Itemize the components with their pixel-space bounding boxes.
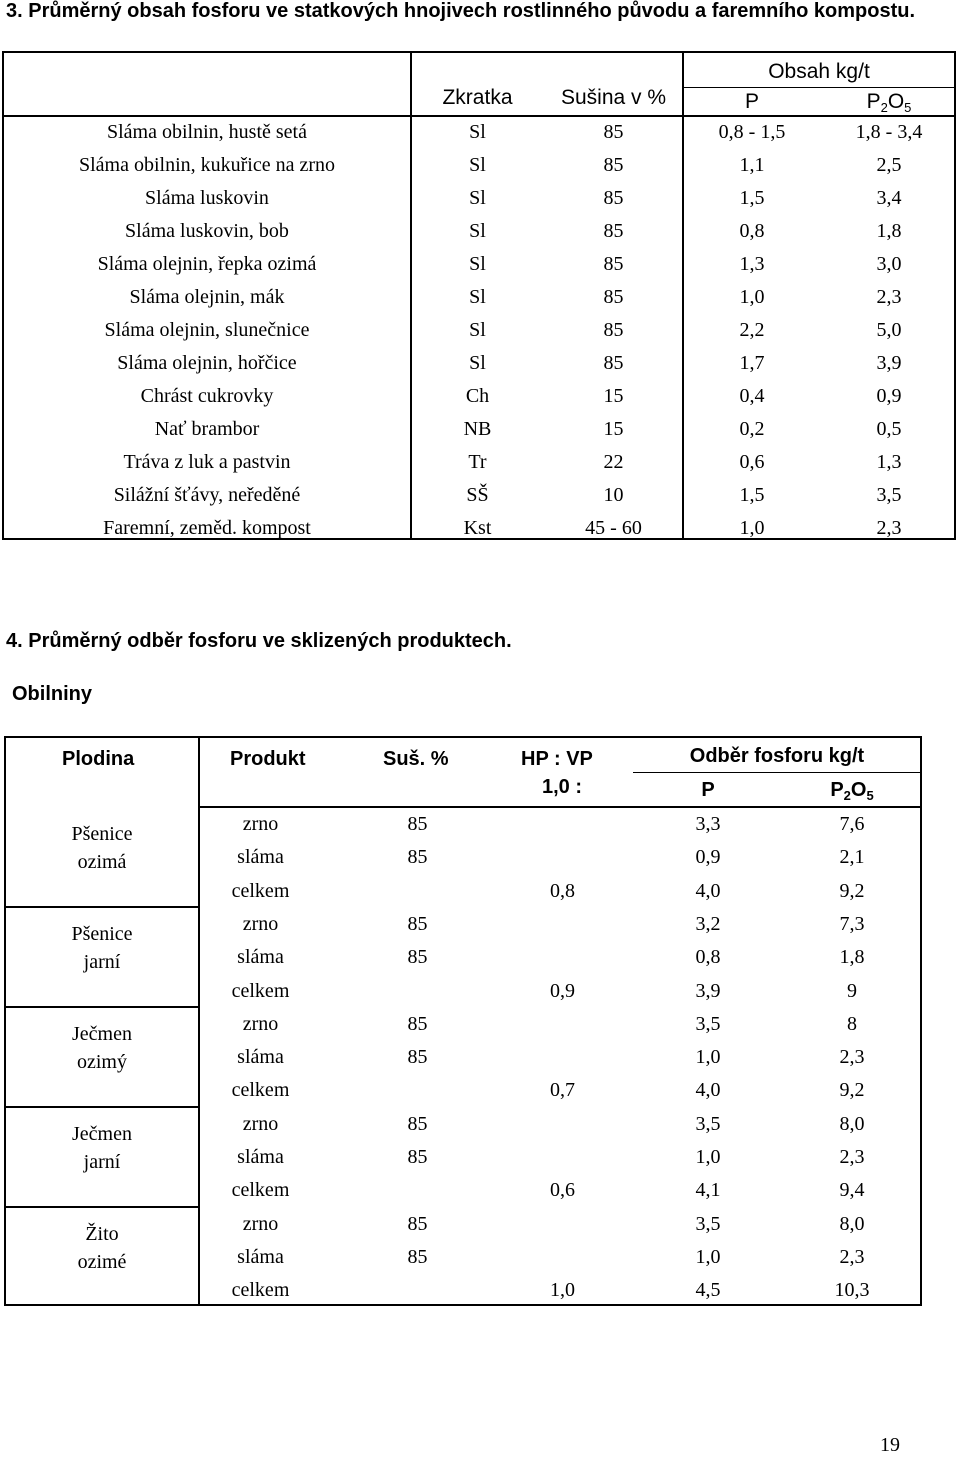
cell-abbr: Sl <box>469 121 486 143</box>
table2-header-product: Produkt <box>230 748 306 770</box>
cell-dry-matter: 15 <box>603 385 624 407</box>
cell-p: 3,5 <box>695 1212 721 1235</box>
cell-p: 0,2 <box>739 418 765 440</box>
cell-p2o5: 7,6 <box>839 813 865 835</box>
cell-abbr: Sl <box>469 352 486 374</box>
cell-abbr: Sl <box>469 253 486 275</box>
crop-name-line2: ozimá <box>77 851 127 873</box>
cell-p2o5: 5,0 <box>876 319 902 341</box>
cell-abbr: Sl <box>469 187 486 209</box>
crop-name-line1: Ječmen <box>72 1122 132 1145</box>
table-row <box>4 479 954 512</box>
cell-material: Silážní šťávy, neředěné <box>113 484 301 506</box>
table-row <box>4 281 954 314</box>
cell-p2o5: 1,3 <box>876 451 902 473</box>
cell-dry-matter: 85 <box>407 912 428 935</box>
cell-dry-matter: 45 - 60 <box>585 517 642 539</box>
cell-material: Nať brambor <box>154 418 260 440</box>
cell-p2o5: 2,3 <box>876 286 902 308</box>
cell-p2o5: 10,3 <box>834 1279 870 1302</box>
cell-p2o5: 1,8 - 3,4 <box>855 121 923 143</box>
crop-name-line1: Žito <box>85 1222 119 1245</box>
cell-product: sláma <box>237 1146 284 1168</box>
cell-p: 1,0 <box>695 1046 721 1069</box>
section-4-subtitle: Obilniny <box>12 683 92 705</box>
section-4-title: 4. Průměrný odběr fosforu ve sklizených produktech. <box>6 630 512 652</box>
cell-p2o5: 9,2 <box>839 879 865 902</box>
cell-p2o5: 2,5 <box>876 154 902 176</box>
cell-ratio <box>495 908 630 941</box>
cell-dry-matter: 85 <box>407 1012 428 1035</box>
cell-p2o5: 9,4 <box>839 1179 865 1202</box>
cell-material: Faremní, zeměd. kompost <box>103 517 311 539</box>
crop-name <box>6 820 198 876</box>
cell-p2o5: 1,8 <box>876 220 902 242</box>
cell-dry-matter: 85 <box>603 187 624 209</box>
cell-ratio: 0,9 <box>550 979 575 1002</box>
crop-name-line2: ozimé <box>77 1250 127 1273</box>
table2-header-uptake: Odběr fosforu kg/t <box>689 745 865 767</box>
section-3-title: 3. Průměrný obsah fosforu ve statkových hnojivech rostlinného původu a faremního kompostu. <box>6 0 916 22</box>
page-number: 19 <box>880 1434 900 1456</box>
cell-abbr: SŠ <box>466 484 489 506</box>
cell-p: 1,7 <box>739 352 765 374</box>
cell-p: 0,8 <box>695 946 721 969</box>
cell-abbr: Ch <box>465 385 490 407</box>
cell-p: 4,5 <box>695 1279 721 1302</box>
table2-header-ratio-line1: HP : VP <box>521 748 593 770</box>
cell-p2o5: 2,1 <box>839 846 865 869</box>
cell-p2o5: 1,8 <box>839 946 865 969</box>
cell-p: 1,0 <box>695 1245 721 1268</box>
cell-ratio <box>495 1041 630 1074</box>
cell-dry-matter: 85 <box>603 253 624 275</box>
cell-p: 1,3 <box>739 253 765 275</box>
crop-name-line2: jarní <box>83 1150 121 1173</box>
cell-dry-matter: 85 <box>603 154 624 176</box>
table-row <box>4 149 954 182</box>
table2-header-dry: Suš. % <box>383 748 449 770</box>
cell-p: 3,9 <box>695 979 721 1002</box>
crop-name <box>6 1120 198 1176</box>
cell-material: Sláma luskovin, bob <box>125 220 289 242</box>
cell-p: 4,0 <box>695 1079 721 1102</box>
cell-dry-matter: 85 <box>603 319 624 341</box>
table2-header-crop: Plodina <box>62 748 135 770</box>
cell-p: 0,8 - 1,5 <box>718 121 786 143</box>
cell-p: 3,2 <box>695 912 721 935</box>
table-row <box>4 182 954 215</box>
cell-abbr: Sl <box>469 154 486 176</box>
cell-p2o5: 2,3 <box>876 517 902 539</box>
crop-name-line1: Pšenice <box>71 823 133 845</box>
cell-p: 4,1 <box>695 1179 721 1202</box>
cell-dry-matter: 85 <box>603 220 624 242</box>
cell-p: 0,9 <box>695 846 721 869</box>
cell-ratio <box>495 1241 630 1274</box>
cell-dry-matter <box>360 1274 475 1307</box>
cell-p2o5: 2,3 <box>839 1046 865 1069</box>
cell-ratio: 1,0 <box>550 1279 575 1302</box>
cell-dry-matter: 85 <box>407 1046 428 1069</box>
cell-ratio: 0,8 <box>550 879 575 902</box>
cell-product: celkem <box>231 1279 290 1302</box>
table1-header-dry: Sušina v % <box>560 86 667 109</box>
cell-p2o5: 2,3 <box>839 1245 865 1268</box>
cell-product: sláma <box>237 1245 284 1268</box>
cell-abbr: Sl <box>469 220 486 242</box>
cell-dry-matter: 10 <box>603 484 624 506</box>
cell-p2o5: 3,5 <box>876 484 902 506</box>
crop-name <box>6 1220 198 1276</box>
cell-abbr: Sl <box>469 319 486 341</box>
cell-material: Sláma olejnin, řepka ozimá <box>97 253 317 275</box>
crop-name-line1: Ječmen <box>72 1022 132 1045</box>
cell-dry-matter: 85 <box>407 1146 428 1168</box>
cell-p2o5: 8,0 <box>839 1212 865 1235</box>
cell-ratio: 0,6 <box>550 1179 575 1202</box>
cell-product: zrno <box>242 1212 279 1235</box>
cell-material: Tráva z luk a pastvin <box>123 451 291 473</box>
cell-p: 0,8 <box>739 220 765 242</box>
table-row <box>4 380 954 413</box>
cell-product: celkem <box>231 1079 290 1102</box>
cell-p2o5: 0,5 <box>876 418 902 440</box>
cell-p: 2,2 <box>739 319 765 341</box>
cell-dry-matter: 85 <box>407 846 428 869</box>
cell-dry-matter: 85 <box>603 121 624 143</box>
cell-material: Sláma olejnin, hořčice <box>117 352 297 374</box>
table-row <box>4 215 954 248</box>
cell-ratio <box>495 1108 630 1141</box>
table2-header-p2o5: $P_2O_5$ <box>830 779 874 803</box>
table1-header-rule <box>682 87 956 88</box>
group-divider <box>4 1006 198 1008</box>
cell-p: 3,3 <box>695 813 721 835</box>
cell-dry-matter: 85 <box>603 352 624 374</box>
cell-p2o5: 3,9 <box>876 352 902 374</box>
table1-header-p2o5: $P_2O_5$ <box>866 90 912 115</box>
table1-header-p: P <box>744 90 759 113</box>
table-row <box>4 248 954 281</box>
cell-ratio <box>495 808 630 841</box>
crop-name-line2: jarní <box>83 950 121 973</box>
cell-dry-matter: 85 <box>407 1245 428 1268</box>
group-divider <box>4 1106 198 1108</box>
cell-dry-matter: 15 <box>603 418 624 440</box>
cell-p: 3,5 <box>695 1012 721 1035</box>
cell-dry-matter: 85 <box>407 946 428 969</box>
cell-p: 1,0 <box>739 286 765 308</box>
cell-ratio: 0,7 <box>550 1079 575 1102</box>
cell-material: Sláma olejnin, mák <box>129 286 285 308</box>
table1-header-content: Obsah kg/t <box>768 60 870 83</box>
cell-product: sláma <box>237 946 284 969</box>
cell-material: Sláma luskovin <box>145 187 269 209</box>
cell-p: 1,0 <box>695 1146 721 1168</box>
cell-product: zrno <box>242 1112 279 1135</box>
cell-p: 1,0 <box>739 517 765 539</box>
table-row <box>4 446 954 479</box>
cell-abbr: Tr <box>468 451 487 473</box>
cell-product: zrno <box>242 1012 279 1035</box>
crop-name <box>6 1020 198 1076</box>
cell-p: 1,1 <box>739 154 765 176</box>
cell-dry-matter: 85 <box>407 1212 428 1235</box>
crop-name-line1: Pšenice <box>71 922 133 945</box>
crop-name-line2: ozimý <box>77 1050 127 1073</box>
cell-p: 1,5 <box>739 187 765 209</box>
table2-header-ratio-line2: 1,0 : <box>542 776 583 798</box>
crop-name <box>6 920 198 976</box>
cell-p: 1,5 <box>739 484 765 506</box>
cell-p2o5: 7,3 <box>839 912 865 935</box>
cell-ratio <box>495 841 630 874</box>
cell-product: celkem <box>231 1179 290 1202</box>
cell-p2o5: 8 <box>847 1012 857 1035</box>
group-divider <box>4 1206 198 1208</box>
table-row <box>4 314 954 347</box>
cell-ratio <box>495 1208 630 1241</box>
cell-dry-matter <box>360 1174 475 1207</box>
cell-product: sláma <box>237 1046 284 1069</box>
cell-product: sláma <box>237 846 284 869</box>
table1-header-abbr: Zkratka <box>442 86 513 109</box>
cell-p2o5: 3,0 <box>876 253 902 275</box>
cell-abbr: NB <box>463 418 492 440</box>
cell-product: celkem <box>231 979 290 1002</box>
group-divider <box>4 906 198 908</box>
cell-p2o5: 9 <box>847 979 857 1002</box>
cell-p2o5: 0,9 <box>876 385 902 407</box>
cell-p: 4,0 <box>695 879 721 902</box>
cell-material: Sláma obilnin, kukuřice na zrno <box>78 154 336 176</box>
table-row <box>4 413 954 446</box>
cell-material: Sláma olejnin, slunečnice <box>104 319 310 341</box>
cell-p: 0,6 <box>739 451 765 473</box>
cell-p2o5: 3,4 <box>876 187 902 209</box>
cell-dry-matter: 85 <box>603 286 624 308</box>
cell-ratio <box>495 1141 630 1174</box>
cell-dry-matter <box>360 1074 475 1107</box>
cell-p2o5: 8,0 <box>839 1112 865 1135</box>
cell-product: zrno <box>242 912 279 935</box>
cell-material: Sláma obilnin, hustě setá <box>107 121 307 143</box>
cell-p: 0,4 <box>739 385 765 407</box>
table-row <box>4 347 954 380</box>
cell-ratio <box>495 941 630 974</box>
table-row <box>4 512 954 545</box>
table2-header-rule <box>633 772 921 773</box>
cell-p2o5: 2,3 <box>839 1146 865 1168</box>
cell-dry-matter: 85 <box>407 1112 428 1135</box>
cell-dry-matter: 22 <box>603 451 624 473</box>
cell-product: celkem <box>231 879 290 902</box>
cell-ratio <box>495 1008 630 1041</box>
table2-header-p: P <box>701 779 715 801</box>
cell-p2o5: 9,2 <box>839 1079 865 1102</box>
cell-product: zrno <box>242 813 279 835</box>
cell-material: Chrást cukrovky <box>140 385 274 407</box>
cell-dry-matter <box>360 975 475 1008</box>
cell-dry-matter <box>360 875 475 908</box>
cell-dry-matter: 85 <box>407 813 428 835</box>
table-row <box>4 116 954 149</box>
cell-p: 3,5 <box>695 1112 721 1135</box>
cell-abbr: Sl <box>469 286 486 308</box>
cell-abbr: Kst <box>463 517 492 539</box>
